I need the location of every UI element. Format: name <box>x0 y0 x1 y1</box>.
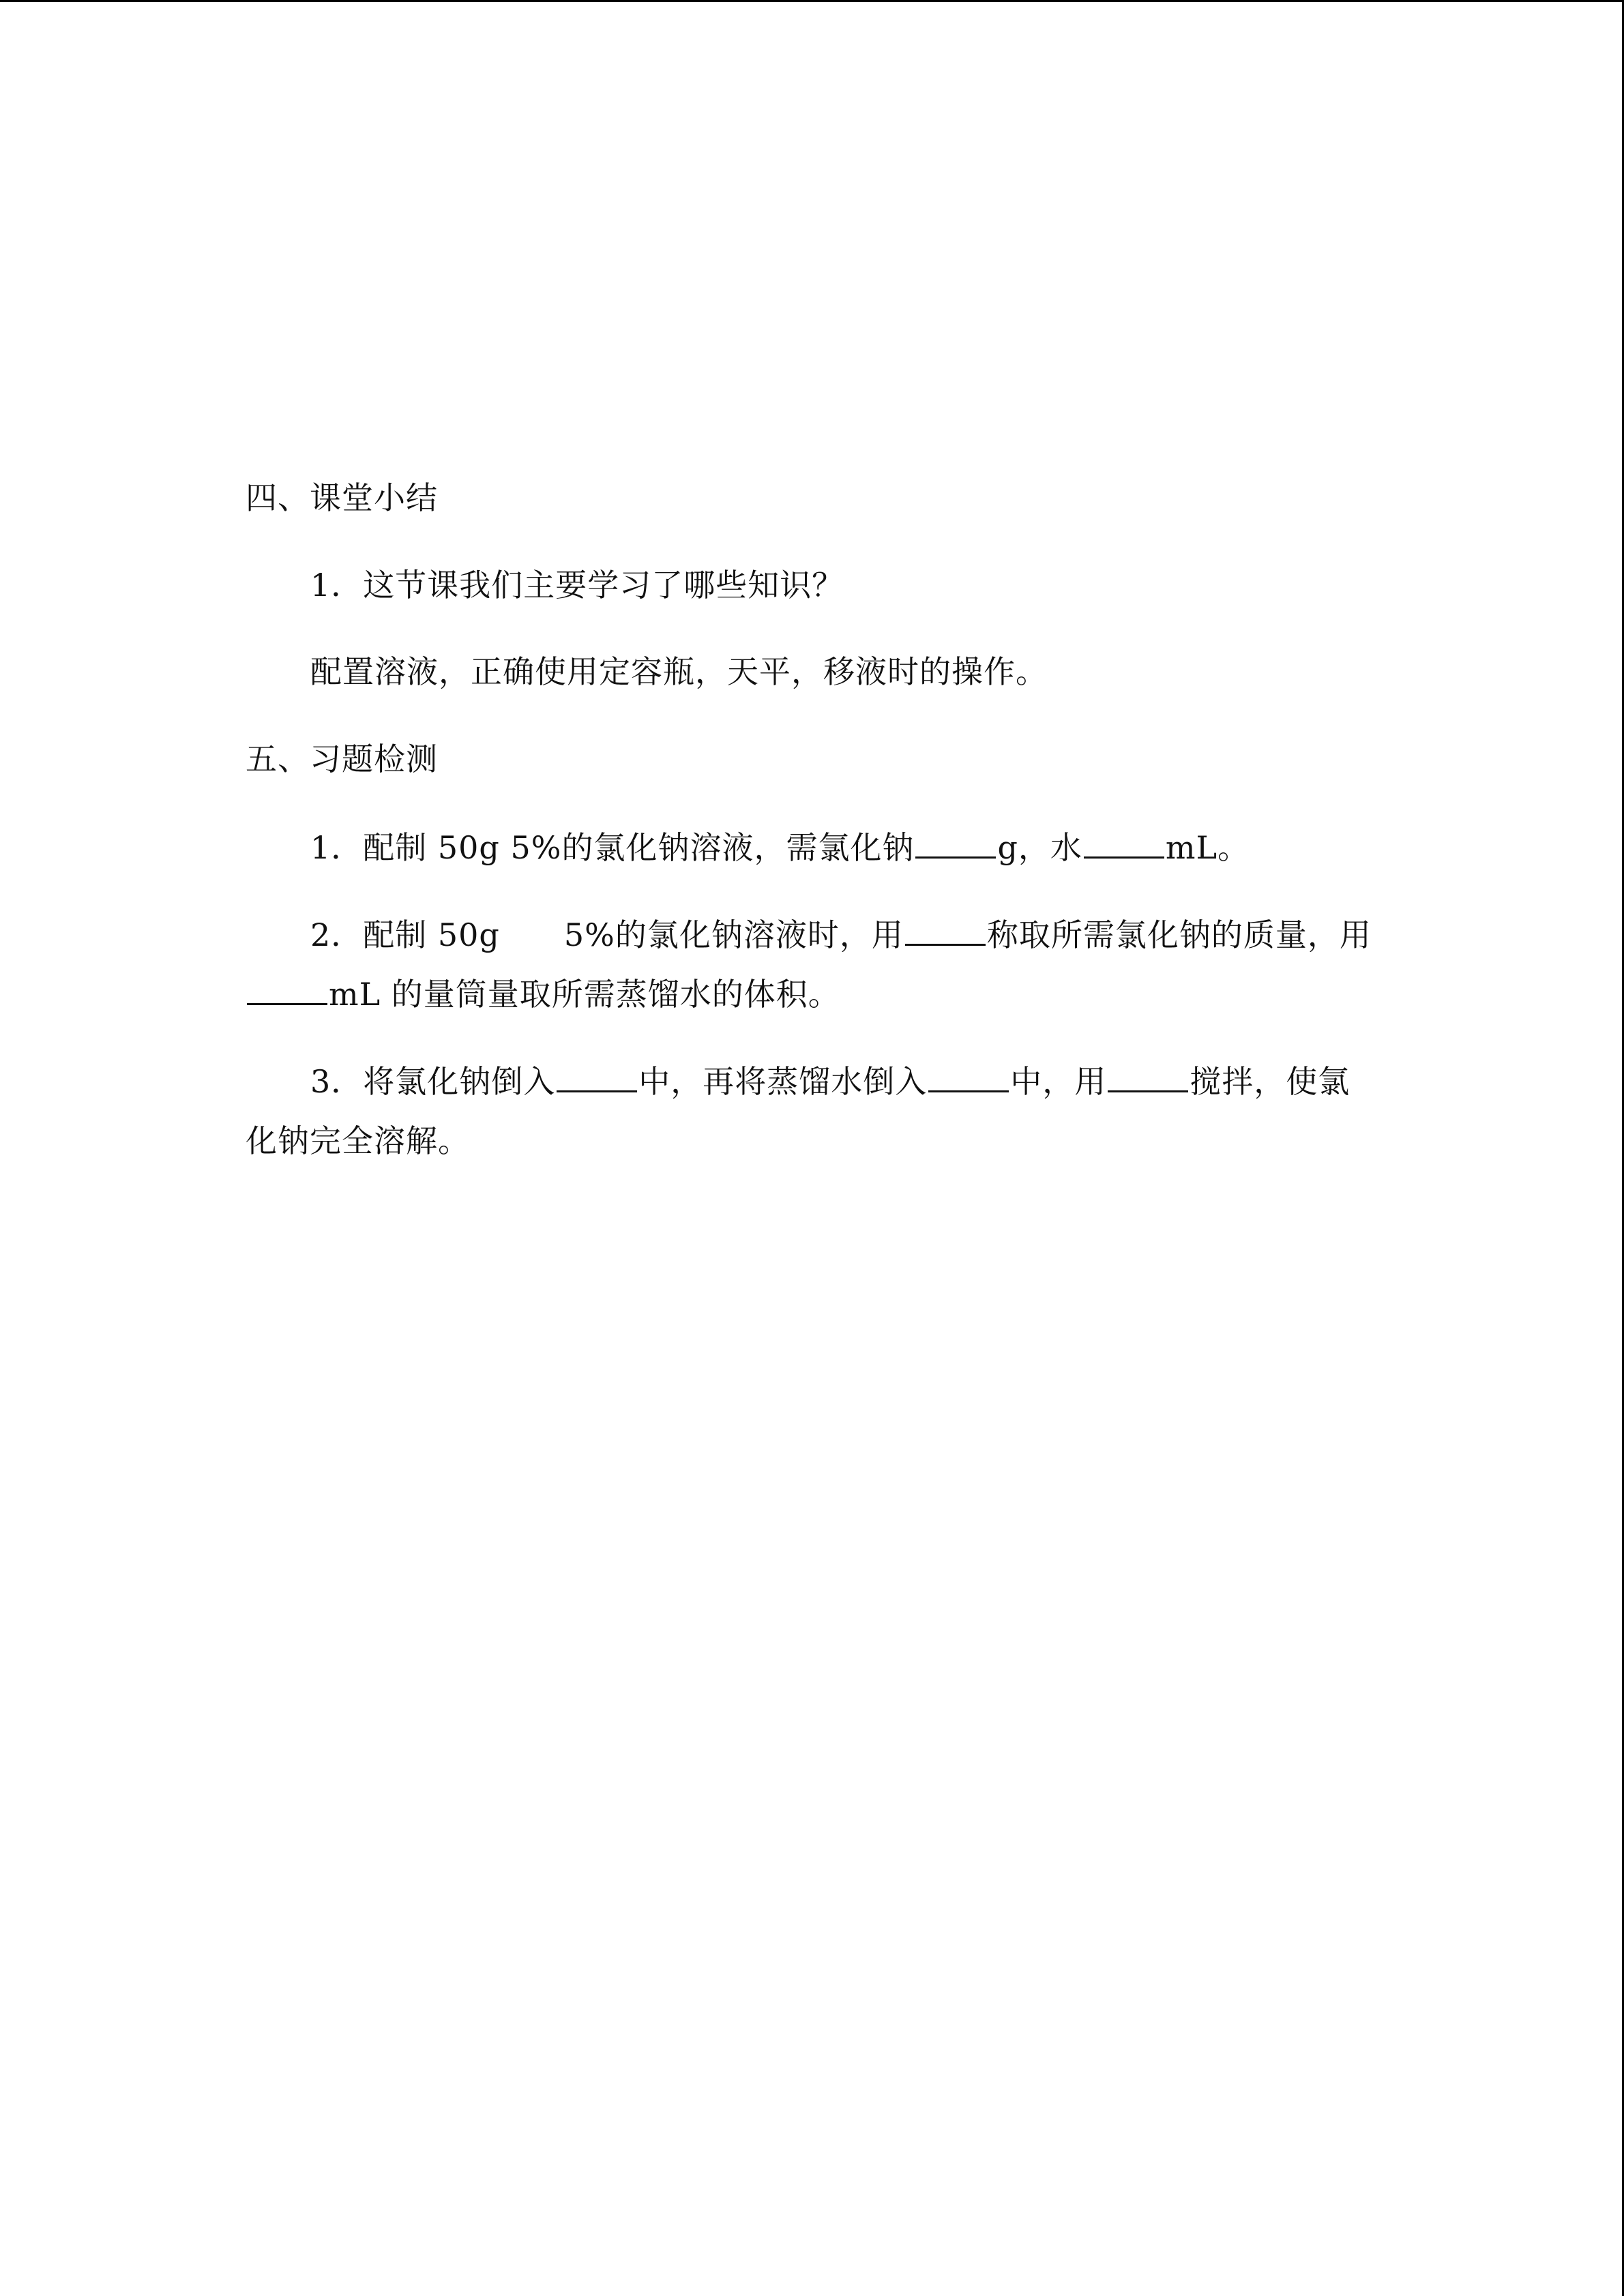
summary-question-1-text: 1．这节课我们主要学习了哪些知识？ <box>310 567 844 603</box>
exercise-3-blank-1[interactable] <box>557 1060 637 1092</box>
section-heading-summary <box>246 477 438 518</box>
exercise-3-text-b: 中，再将蒸馏水倒入 <box>638 1063 928 1100</box>
exercise-3-text-e: 化钠完全溶解。 <box>246 1122 470 1159</box>
exercise-2-text-b: 称取所需氯化钠的质量，用 <box>986 916 1372 953</box>
summary-question-1 <box>310 565 844 606</box>
exercise-3-blank-3[interactable] <box>1108 1060 1188 1092</box>
exercise-2-line-1 <box>310 914 1372 955</box>
exercise-3-text-c: 中，用 <box>1010 1063 1107 1100</box>
exercise-3-line-2 <box>246 1120 470 1161</box>
exercise-1-blank-1[interactable] <box>915 826 996 859</box>
exercise-1-blank-2[interactable] <box>1084 826 1164 859</box>
exercise-1-text-b: g，水 <box>997 829 1082 866</box>
exercise-1 <box>310 826 1250 868</box>
summary-answer <box>310 651 1048 692</box>
exercise-2-line-2 <box>246 973 840 1015</box>
section-heading-exercises-text: 五、习题检测 <box>246 741 438 777</box>
exercise-3-blank-2[interactable] <box>928 1060 1009 1092</box>
exercise-3-text-d: 搅拌，使氯 <box>1190 1063 1350 1100</box>
exercise-2-text-c: mL 的量筒量取所需蒸馏水的体积。 <box>329 976 840 1013</box>
exercise-3-text-a: 3．将氯化钠倒入 <box>310 1063 556 1100</box>
exercise-2-blank-1[interactable] <box>905 914 986 946</box>
exercise-3-line-1 <box>310 1060 1350 1102</box>
summary-answer-text: 配置溶液，正确使用定容瓶，天平，移液时的操作。 <box>310 653 1048 690</box>
page-top-border <box>0 0 1624 2</box>
section-heading-summary-text: 四、课堂小结 <box>246 479 438 516</box>
exercise-1-text-c: mL。 <box>1165 829 1250 866</box>
section-heading-exercises <box>246 739 438 779</box>
exercise-2-blank-2[interactable] <box>247 973 327 1005</box>
exercise-1-text-a: 1．配制 50g 5%的氯化钠溶液，需氯化钠 <box>310 829 915 866</box>
exercise-2-text-a: 2．配制 50g 5%的氯化钠溶液时，用 <box>310 916 904 953</box>
